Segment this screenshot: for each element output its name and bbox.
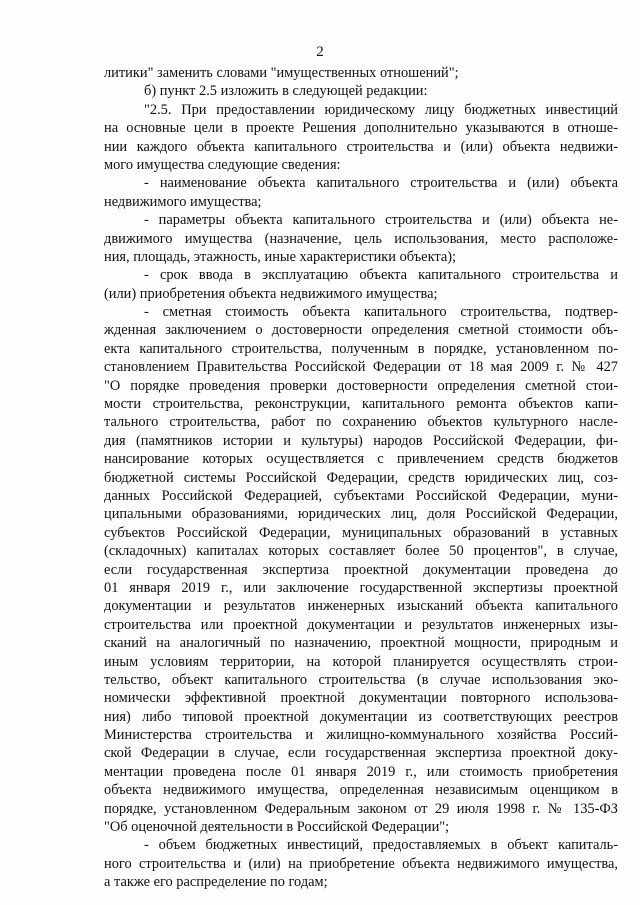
text-line: объекта недвижимого имущества, определенная независимым оценщиком в: [104, 782, 618, 799]
text-line: номически эффективной проектной документации повторного использова-: [104, 690, 618, 707]
text-line: "2.5. При предоставлении юридическому лицу бюджетных инвестиций: [144, 101, 618, 118]
text-line: ской Федерации в случае, если государственная экспертиза проектной доку-: [104, 745, 618, 762]
text-line: строительства или проектной документации и результатов инженерных изы-: [104, 616, 618, 633]
text-line: ния, площадь, этажность, иные характеристики объекта);: [104, 248, 457, 265]
text-line: бюджетной системы Российской Федерации, средств юридических лиц, соз-: [104, 469, 618, 486]
text-line: - срок ввода в эксплуатацию объекта капитального строительства и: [144, 267, 618, 284]
text-line: порядке, установленном Федеральным законом от 29 июля 1998 г. № 135-ФЗ: [104, 800, 618, 817]
text-line: дия (памятников истории и культуры) народов Российской Федерации, фи-: [104, 432, 618, 449]
text-line: жденная заключением о достоверности определения сметной стоимости объ-: [104, 322, 618, 339]
text-line: ципальными образованиями, юридических лиц, доля Российской Федерации,: [104, 506, 618, 523]
text-line: мости строительства, реконструкции, капитального ремонта объектов капи-: [104, 396, 618, 413]
text-line: субъектов Российской Федерации, муниципальных образований в уставных: [104, 524, 618, 541]
text-line: - параметры объекта капитального строительства и (или) объекта не-: [144, 212, 618, 229]
text-line: на основные цели в проекте Решения дополнительно указываются в отноше-: [104, 120, 618, 137]
text-line: (или) приобретения объекта недвижимого имущества;: [104, 285, 438, 302]
text-line: екта капитального строительства, полученным в порядке, установленном по-: [104, 340, 618, 357]
text-line: - сметная стоимость объекта капитального строительства, подтвер-: [144, 304, 618, 321]
text-line: ментации проведена после 01 января 2019 г., или стоимость приобретения: [104, 763, 618, 780]
text-line: - объем бюджетных инвестиций, предоставляемых в объект капиталь-: [144, 837, 618, 854]
text-line: данных Российской Федерацией, субъектами Российской Федерации, муни-: [104, 487, 618, 504]
text-line: ния) либо типовой проектной документации из соответствующих реестров: [104, 708, 618, 725]
text-line: иным условиям территории, на которой планируется осуществлять строи-: [104, 653, 618, 670]
text-line: сканий на аналогичный по назначению, проектной мощности, природным и: [104, 635, 618, 652]
text-line: литики" заменить словами "имущественных отношений";: [104, 65, 459, 81]
text-line: а также его распределение по годам;: [104, 874, 328, 891]
text-line: движимого имущества (назначение, цель использования, место расположе-: [104, 230, 618, 247]
text-line: мого имущества следующие сведения:: [104, 156, 341, 173]
text-line: становлением Правительства Российской Федерации от 18 мая 2009 г. № 427: [104, 359, 618, 376]
text-line: б) пункт 2.5 изложить в следующей редакции:: [144, 83, 428, 100]
text-line: (складочных) капиталах которых составляет более 50 процентов", в случае,: [104, 543, 618, 560]
text-line: нии каждого объекта капитального строительства и (или) объекта недвижи-: [104, 138, 618, 155]
text-line: ного строительства и (или) на приобретение объекта недвижимого имущества,: [104, 855, 618, 872]
text-line: если государственная экспертиза проектной документации проведена до: [104, 561, 618, 578]
document-body: [104, 64, 618, 892]
text-line: - наименование объекта капитального строительства и (или) объекта: [144, 175, 618, 192]
text-line: Министерства строительства и жилищно-коммунального хозяйства Россий-: [104, 727, 618, 744]
text-line: "Об оценочной деятельности в Российской Федерации";: [104, 819, 450, 836]
text-line: недвижимого имущества;: [104, 193, 262, 210]
text-line: "О порядке проведения проверки достоверности определения сметной стои-: [104, 377, 618, 394]
text-line: тального строительства, работ по сохранению объектов культурного насле-: [104, 414, 618, 431]
text-line: документации и результатов инженерных изысканий объекта капитального: [104, 598, 618, 615]
page-number: 2: [316, 44, 324, 60]
text-line: тельство, объект капитального строительства (в случае использования эко-: [104, 671, 618, 688]
text-line: нансирование которых осуществляется с привлечением средств бюджетов: [104, 451, 618, 468]
text-line: 01 января 2019 г., или заключение государственной экспертизы проектной: [104, 579, 618, 596]
